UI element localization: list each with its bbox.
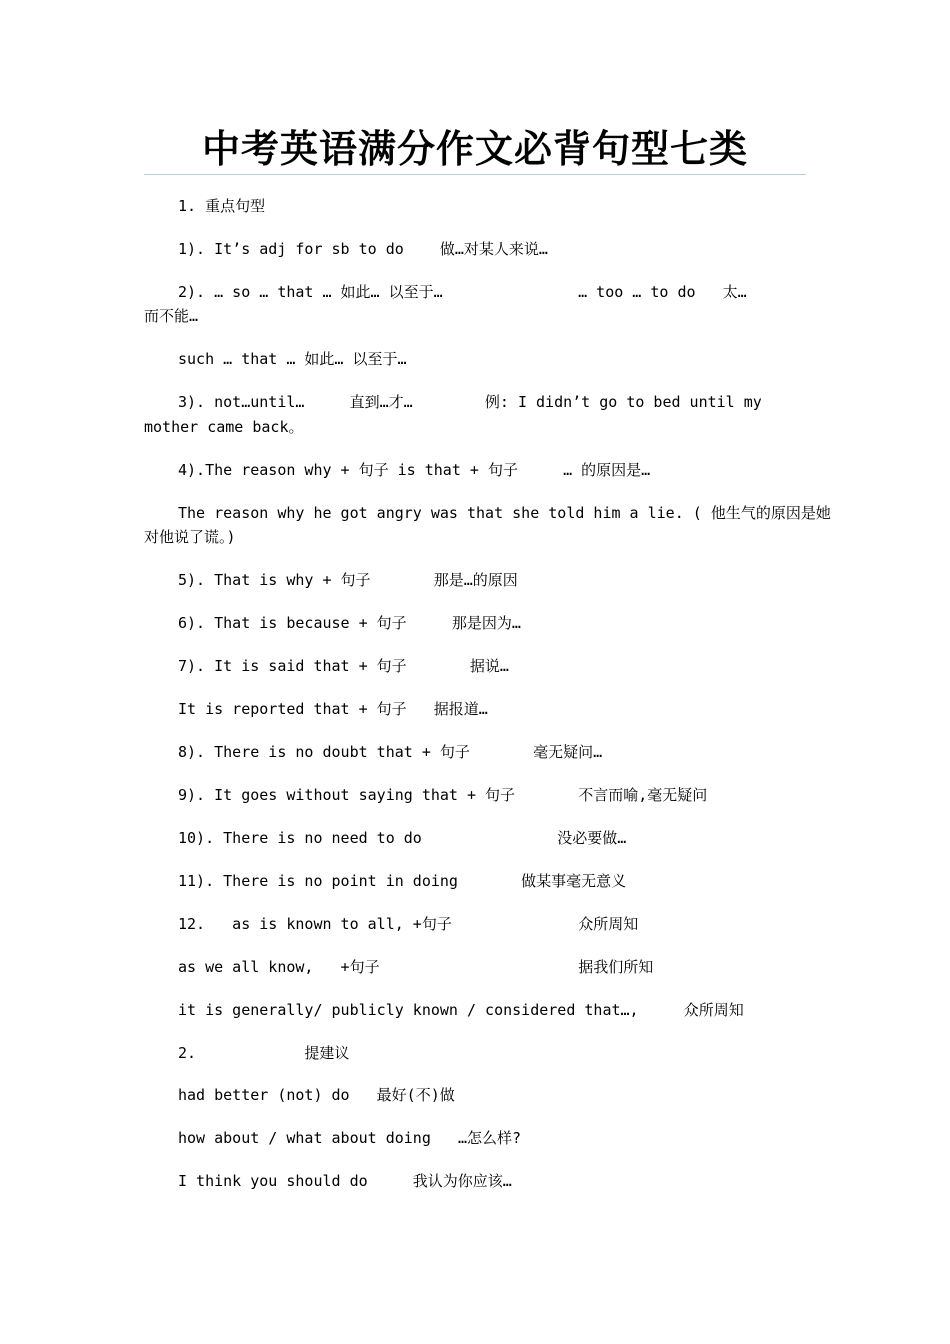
- pattern-line: such … that … 如此… 以至于…: [178, 350, 407, 368]
- pattern-line: 12. as is known to all, +句子 众所周知: [178, 915, 639, 933]
- pattern-line: as we all know, +句子 据我们所知: [178, 958, 654, 976]
- pattern-line: It is reported that + 句子 据报道…: [178, 700, 488, 718]
- pattern-line-wrap: 而不能…: [144, 307, 199, 325]
- pattern-line: 4).The reason why + 句子 is that + 句子 … 的原因是…: [178, 461, 651, 479]
- pattern-line: 8). There is no doubt that + 句子 毫无疑问…: [178, 743, 603, 761]
- pattern-line: 7). It is said that + 句子 据说…: [178, 657, 509, 675]
- pattern-line: 3). not…until… 直到…才… 例: I didn’t go to bed until my: [178, 393, 762, 411]
- example-line: The reason why he got angry was that she told him a lie. ( 他生气的原因是她: [178, 504, 831, 522]
- section-heading-2: 2. 提建议: [178, 1044, 350, 1062]
- pattern-line: 6). That is because + 句子 那是因为…: [178, 614, 521, 632]
- pattern-line: 9). It goes without saying that + 句子 不言而喻,毫无疑问: [178, 786, 708, 804]
- pattern-line: 11). There is no point in doing 做某事毫无意义: [178, 872, 627, 890]
- pattern-line: I think you should do 我认为你应该…: [178, 1172, 512, 1190]
- pattern-line: had better (not) do 最好(不)做: [178, 1086, 455, 1104]
- pattern-line: 2). … so … that … 如此… 以至于… … too … to do 太…: [178, 283, 747, 301]
- pattern-line: 5). That is why + 句子 那是…的原因: [178, 571, 518, 589]
- example-line-wrap: 对他说了谎。): [144, 528, 236, 546]
- document-title: 中考英语满分作文必背句型七类: [201, 126, 748, 171]
- pattern-line: 1). It’s adj for sb to do 做…对某人来说…: [178, 240, 548, 258]
- pattern-line: it is generally/ publicly known / considered that…, 众所周知: [178, 1001, 744, 1019]
- pattern-line: 10). There is no need to do 没必要做…: [178, 829, 627, 847]
- section-heading-1: 1. 重点句型: [178, 197, 266, 215]
- pattern-line: how about / what about doing …怎么样?: [178, 1129, 522, 1147]
- pattern-line-wrap: mother came back。: [144, 418, 304, 436]
- title-underline: [144, 174, 806, 175]
